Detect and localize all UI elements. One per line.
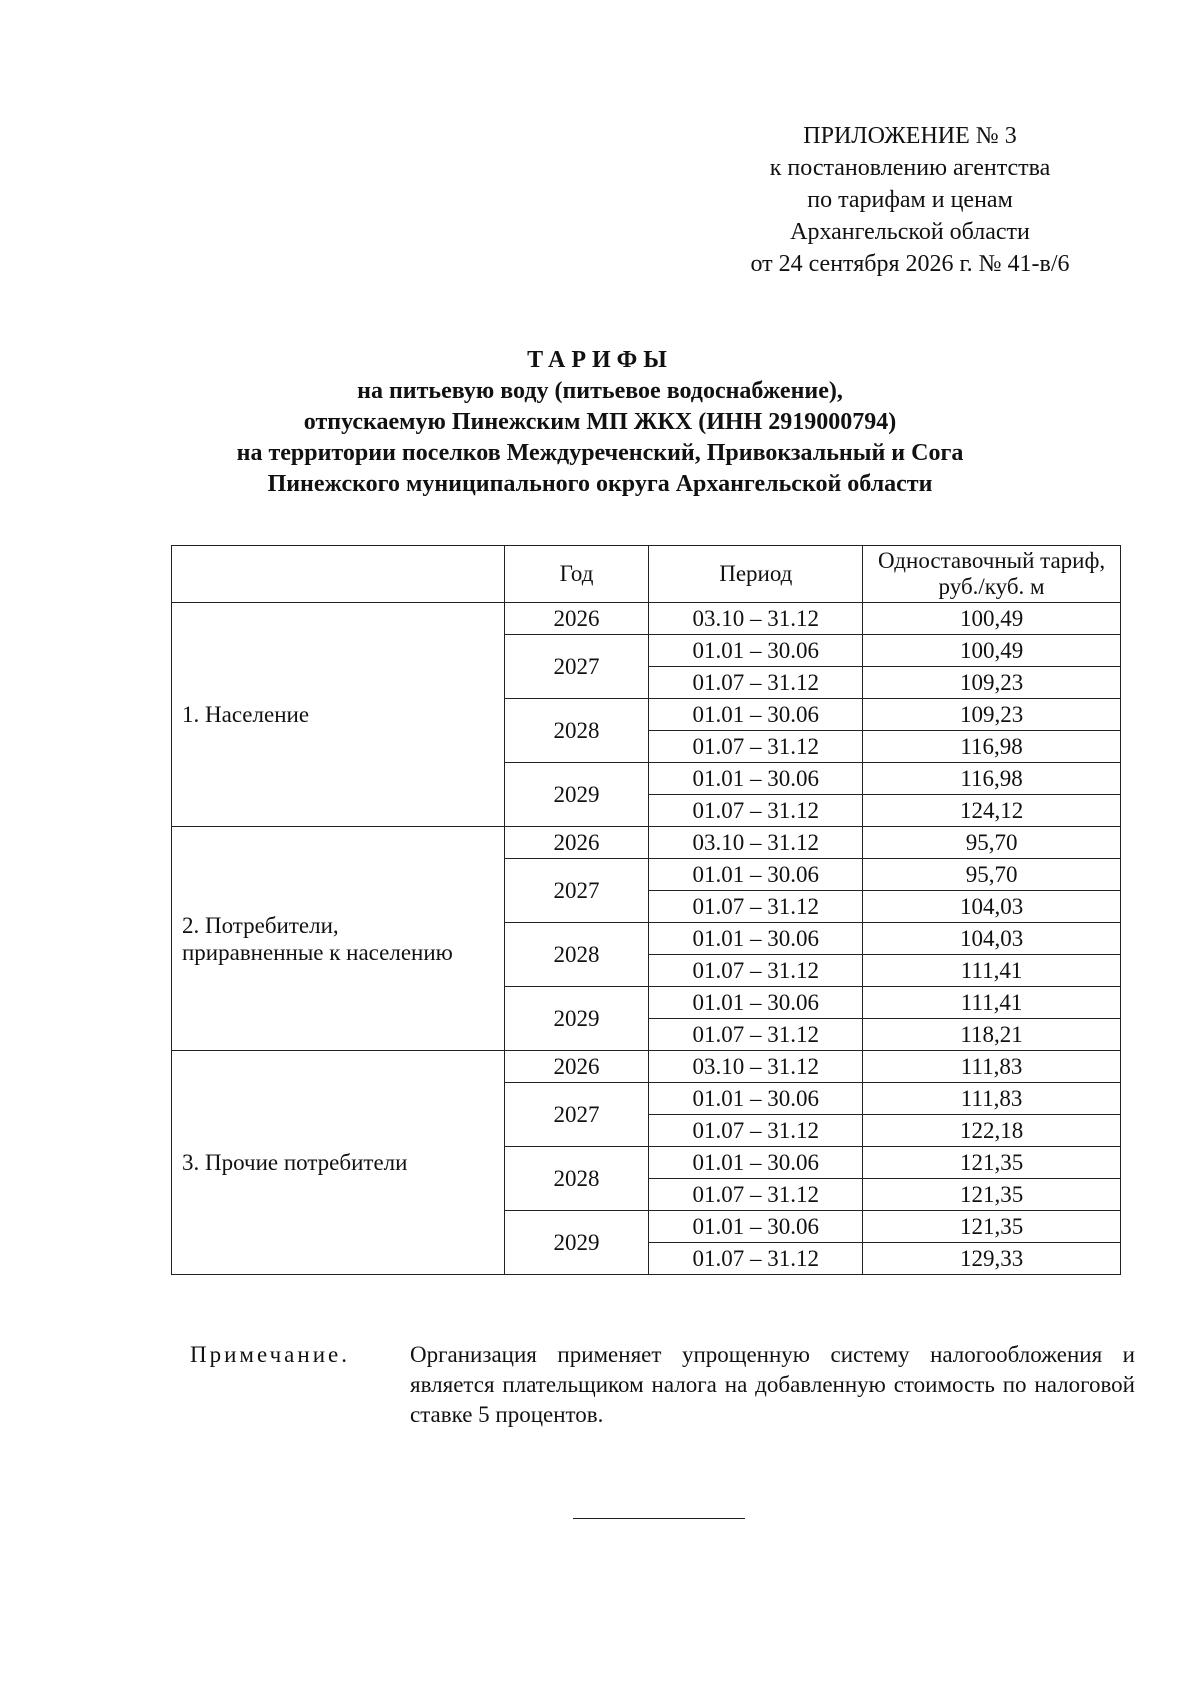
period-cell: 01.07 – 31.12 bbox=[649, 795, 863, 827]
tariff-cell: 111,41 bbox=[863, 987, 1121, 1019]
tariff-cell: 121,35 bbox=[863, 1147, 1121, 1179]
tariff-cell: 104,03 bbox=[863, 891, 1121, 923]
table-row bbox=[172, 603, 1121, 635]
period-cell: 01.01 – 30.06 bbox=[649, 1211, 863, 1243]
year-cell: 2029 bbox=[504, 1211, 649, 1275]
category-cell bbox=[172, 1051, 505, 1275]
tariff-cell: 111,83 bbox=[863, 1083, 1121, 1115]
tariff-cell: 116,98 bbox=[863, 731, 1121, 763]
title-line: отпускаемую Пинежским МП ЖКХ (ИНН 2919000794) bbox=[303, 409, 897, 435]
tariff-cell: 122,18 bbox=[863, 1115, 1121, 1147]
category-label-line2: приравненные к населению bbox=[182, 939, 453, 965]
table-row bbox=[172, 827, 1121, 859]
header-category bbox=[172, 546, 505, 603]
tariff-table bbox=[171, 545, 1121, 1275]
closing-line bbox=[573, 1518, 745, 1519]
header-tariff: Одноставочный тариф, руб./куб. м bbox=[863, 546, 1121, 603]
category-cell bbox=[172, 603, 505, 827]
period-cell: 01.01 – 30.06 bbox=[649, 987, 863, 1019]
tariff-cell: 109,23 bbox=[863, 699, 1121, 731]
period-cell: 01.07 – 31.12 bbox=[649, 1243, 863, 1275]
category-label: 1. Население bbox=[182, 702, 310, 727]
year-cell: 2028 bbox=[504, 1147, 649, 1211]
header-year: Год bbox=[504, 546, 649, 603]
tariff-cell: 121,35 bbox=[863, 1179, 1121, 1211]
year-cell: 2027 bbox=[504, 1083, 649, 1147]
tariff-cell: 129,33 bbox=[863, 1243, 1121, 1275]
period-cell: 01.07 – 31.12 bbox=[649, 667, 863, 699]
period-cell: 03.10 – 31.12 bbox=[649, 603, 863, 635]
note-label: Примечание. bbox=[190, 1342, 350, 1367]
tariff-cell: 95,70 bbox=[863, 859, 1121, 891]
tariff-cell: 118,21 bbox=[863, 1019, 1121, 1051]
appendix-number: ПРИЛОЖЕНИЕ № 3 bbox=[803, 123, 1017, 149]
title-heading: ТАРИФЫ bbox=[527, 347, 673, 373]
year-cell: 2026 bbox=[504, 603, 649, 635]
appendix-line: по тарифам и ценам bbox=[807, 187, 1013, 213]
tariff-cell: 116,98 bbox=[863, 763, 1121, 795]
year-cell: 2026 bbox=[504, 827, 649, 859]
period-cell: 01.01 – 30.06 bbox=[649, 1147, 863, 1179]
period-cell: 01.07 – 31.12 bbox=[649, 1179, 863, 1211]
year-cell: 2028 bbox=[504, 923, 649, 987]
year-cell: 2027 bbox=[504, 635, 649, 699]
period-cell: 01.07 – 31.12 bbox=[649, 955, 863, 987]
period-cell: 03.10 – 31.12 bbox=[649, 827, 863, 859]
category-label: 3. Прочие потребители bbox=[182, 1150, 408, 1175]
tariff-cell: 111,83 bbox=[863, 1051, 1121, 1083]
tariff-cell: 109,23 bbox=[863, 667, 1121, 699]
period-cell: 01.01 – 30.06 bbox=[649, 1083, 863, 1115]
appendix-line: Архангельской области bbox=[790, 219, 1030, 245]
category-label: 2. Потребители, bbox=[182, 912, 339, 938]
period-cell: 01.01 – 30.06 bbox=[649, 699, 863, 731]
tariff-cell: 95,70 bbox=[863, 827, 1121, 859]
table-header-row bbox=[172, 546, 1121, 603]
tariff-cell: 124,12 bbox=[863, 795, 1121, 827]
tariff-cell: 100,49 bbox=[863, 603, 1121, 635]
tariff-cell: 100,49 bbox=[863, 635, 1121, 667]
tariff-cell: 104,03 bbox=[863, 923, 1121, 955]
title-line: на территории поселков Междуреченский, Привокзальный и Сога bbox=[236, 440, 964, 466]
period-cell: 01.01 – 30.06 bbox=[649, 859, 863, 891]
year-cell: 2027 bbox=[504, 859, 649, 923]
appendix-line: к постановлению агентства bbox=[769, 155, 1051, 181]
period-cell: 01.01 – 30.06 bbox=[649, 763, 863, 795]
period-cell: 01.01 – 30.06 bbox=[649, 923, 863, 955]
title-line: на питьевую воду (питьевое водоснабжение), bbox=[357, 378, 843, 404]
year-cell: 2029 bbox=[504, 987, 649, 1051]
period-cell: 01.01 – 30.06 bbox=[649, 635, 863, 667]
note-text: Организация применяет упрощенную систему налогообложения и является плательщиком налога на добавленную стоимость по налоговой ставке 5 процентов. bbox=[410, 1342, 1135, 1427]
period-cell: 01.07 – 31.12 bbox=[649, 891, 863, 923]
tariff-cell: 121,35 bbox=[863, 1211, 1121, 1243]
period-cell: 03.10 – 31.12 bbox=[649, 1051, 863, 1083]
document-title bbox=[150, 345, 1050, 500]
appendix-header bbox=[700, 120, 1120, 280]
category-cell bbox=[172, 827, 505, 1051]
year-cell: 2028 bbox=[504, 699, 649, 763]
period-cell: 01.07 – 31.12 bbox=[649, 1019, 863, 1051]
title-line: Пинежского муниципального округа Архангельской области bbox=[267, 471, 933, 497]
table-row bbox=[172, 1051, 1121, 1083]
year-cell: 2029 bbox=[504, 763, 649, 827]
year-cell: 2026 bbox=[504, 1051, 649, 1083]
period-cell: 01.07 – 31.12 bbox=[649, 1115, 863, 1147]
period-cell: 01.07 – 31.12 bbox=[649, 731, 863, 763]
appendix-date: от 24 сентября 2026 г. № 41-в/6 bbox=[750, 251, 1070, 277]
header-period: Период bbox=[649, 546, 863, 603]
tariff-cell: 111,41 bbox=[863, 955, 1121, 987]
